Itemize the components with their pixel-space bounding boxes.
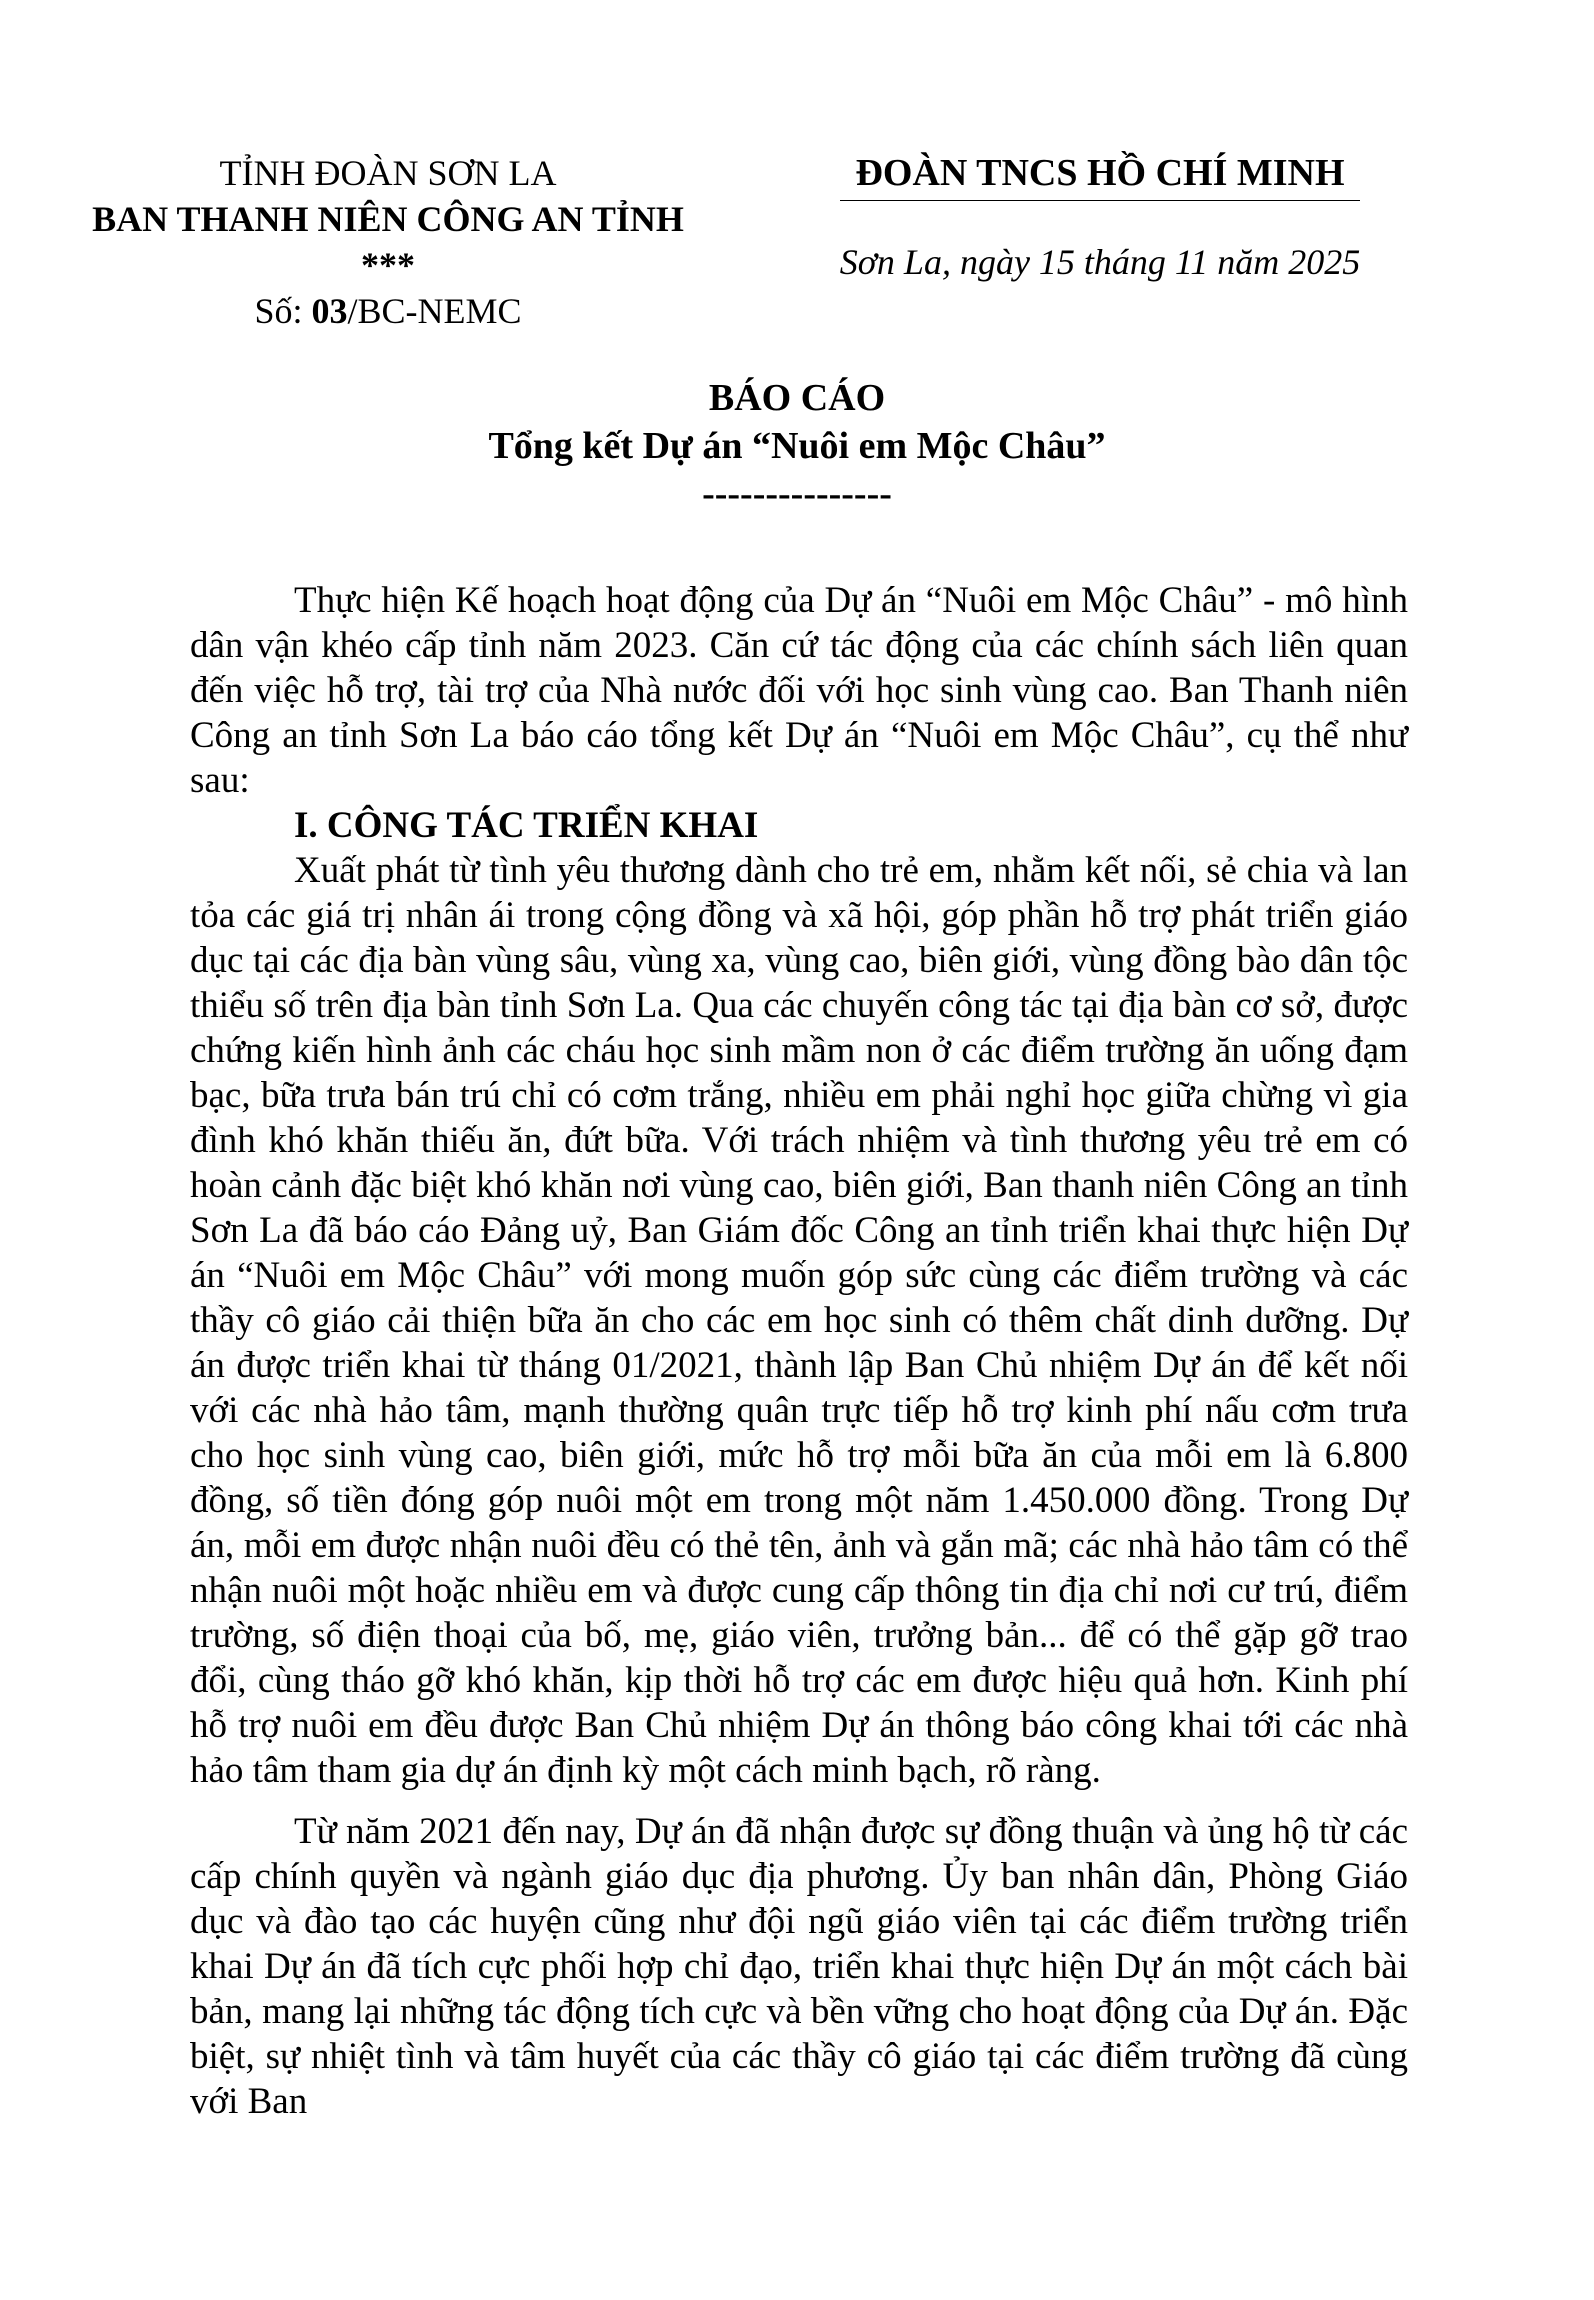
section-paragraph: Từ năm 2021 đến nay, Dự án đã nhận được sự đồng thuận và ủng hộ từ các cấp chính quyền và ngành giáo dục địa phương. Ủy ban nhân dân, Phòng Giáo dục và đào tạo các huyện cũng như đội ngũ giáo viên tại các điểm trường triển khai Dự án đã tích cực phối hợp chỉ đạo, triển khai thực hiện Dự án một cách bài bản, mang lại những tác động tích cực và bền vững cho hoạt động của Dự án. Đặc biệt, sự nhiệt tình và tâm huyết của các thầy cô giáo tại các điểm trường đã cùng với Ban	[190, 1811, 1408, 2122]
document-number-suffix: /BC-NEMC	[347, 291, 522, 331]
issuing-agency: BAN THANH NIÊN CÔNG AN TỈNH	[92, 199, 684, 239]
section-heading: I. CÔNG TÁC TRIỂN KHAI	[294, 805, 759, 846]
organization-block	[790, 150, 1410, 285]
organization-name: ĐOÀN TNCS HỒ CHÍ MINH	[855, 152, 1345, 194]
title-divider: ---------------	[702, 473, 892, 515]
section-paragraph: Xuất phát từ tình yêu thương dành cho trẻ em, nhằm kết nối, sẻ chia và lan tỏa các giá trị nhân ái trong cộng đồng và xã hội, góp phần hỗ trợ phát triển giáo dục tại các địa bàn vùng sâu, vùng xa, vùng cao, biên giới, vùng đồng bào dân tộc thiểu số trên địa bàn tỉnh Sơn La. Qua các chuyến công tác tại địa bàn cơ sở, được chứng kiến hình ảnh các cháu học sinh mầm non ở các điểm trường ăn uống đạm bạc, bữa trưa bán trú chỉ có cơm trắng, nhiều em phải nghỉ học giữa chừng vì gia đình khó khăn thiếu ăn, đứt bữa. Với trách nhiệm và tình thương yêu trẻ em có hoàn cảnh đặc biệt khó khăn nơi vùng cao, biên giới, Ban thanh niên Công an tỉnh Sơn La đã báo cáo Đảng uỷ, Ban Giám đốc Công an tỉnh triển khai thực hiện Dự án “Nuôi em Mộc Châu” với mong muốn góp sức cùng các điểm trường và các thầy cô giáo cải thiện bữa ăn cho các em học sinh có thêm chất dinh dưỡng. Dự án được triển khai từ tháng 01/2021, thành lập Ban Chủ nhiệm Dự án để kết nối với các nhà hảo tâm, mạnh thường quân trực tiếp hỗ trợ kinh phí nấu cơm trưa cho học sinh vùng cao, biên giới, mức hỗ trợ mỗi bữa ăn của mỗi em là 6.800 đồng, số tiền đóng góp nuôi một em trong một năm 1.450.000 đồng. Trong Dự án, mỗi em được nhận nuôi đều có thẻ tên, ảnh và gắn mã; các nhà hảo tâm có thể nhận nuôi một hoặc nhiều em và được cung cấp thông tin địa chỉ nơi cư trú, điểm trường, số điện thoại của bố, mẹ, giáo viên, trưởng bản... để có thể gặp gỡ trao đổi, cùng tháo gỡ khó khăn, kịp thời hỗ trợ các em được hiệu quả hơn. Kinh phí hỗ trợ nuôi em đều được Ban Chủ nhiệm Dự án thông báo công khai tới các nhà hảo tâm tham gia dự án định kỳ một cách minh bạch, rõ ràng.	[190, 850, 1408, 1791]
document-body	[190, 578, 1408, 2124]
place-date: Sơn La, ngày 15 tháng 11 năm 2025	[839, 242, 1361, 282]
intro-paragraph: Thực hiện Kế hoạch hoạt động của Dự án “Nuôi em Mộc Châu” - mô hình dân vận khéo cấp tỉnh năm 2023. Căn cứ tác động của các chính sách liên quan đến việc hỗ trợ, tài trợ của Nhà nước đối với học sinh vùng cao. Ban Thanh niên Công an tỉnh Sơn La báo cáo tổng kết Dự án “Nuôi em Mộc Châu”, cụ thể như sau:	[190, 580, 1408, 801]
document-type: BÁO CÁO	[708, 377, 886, 419]
document-title-block	[0, 374, 1594, 518]
document-subtitle: Tổng kết Dự án “Nuôi em Mộc Châu”	[488, 425, 1106, 467]
issuing-agency-block	[58, 150, 718, 334]
document-number-value: 03	[311, 291, 348, 331]
parent-agency: TỈNH ĐOÀN SƠN LA	[219, 153, 557, 193]
stars-separator: ***	[361, 245, 415, 285]
document-number	[58, 288, 718, 334]
organization-underline	[840, 200, 1360, 201]
document-number-prefix: Số:	[254, 291, 312, 331]
